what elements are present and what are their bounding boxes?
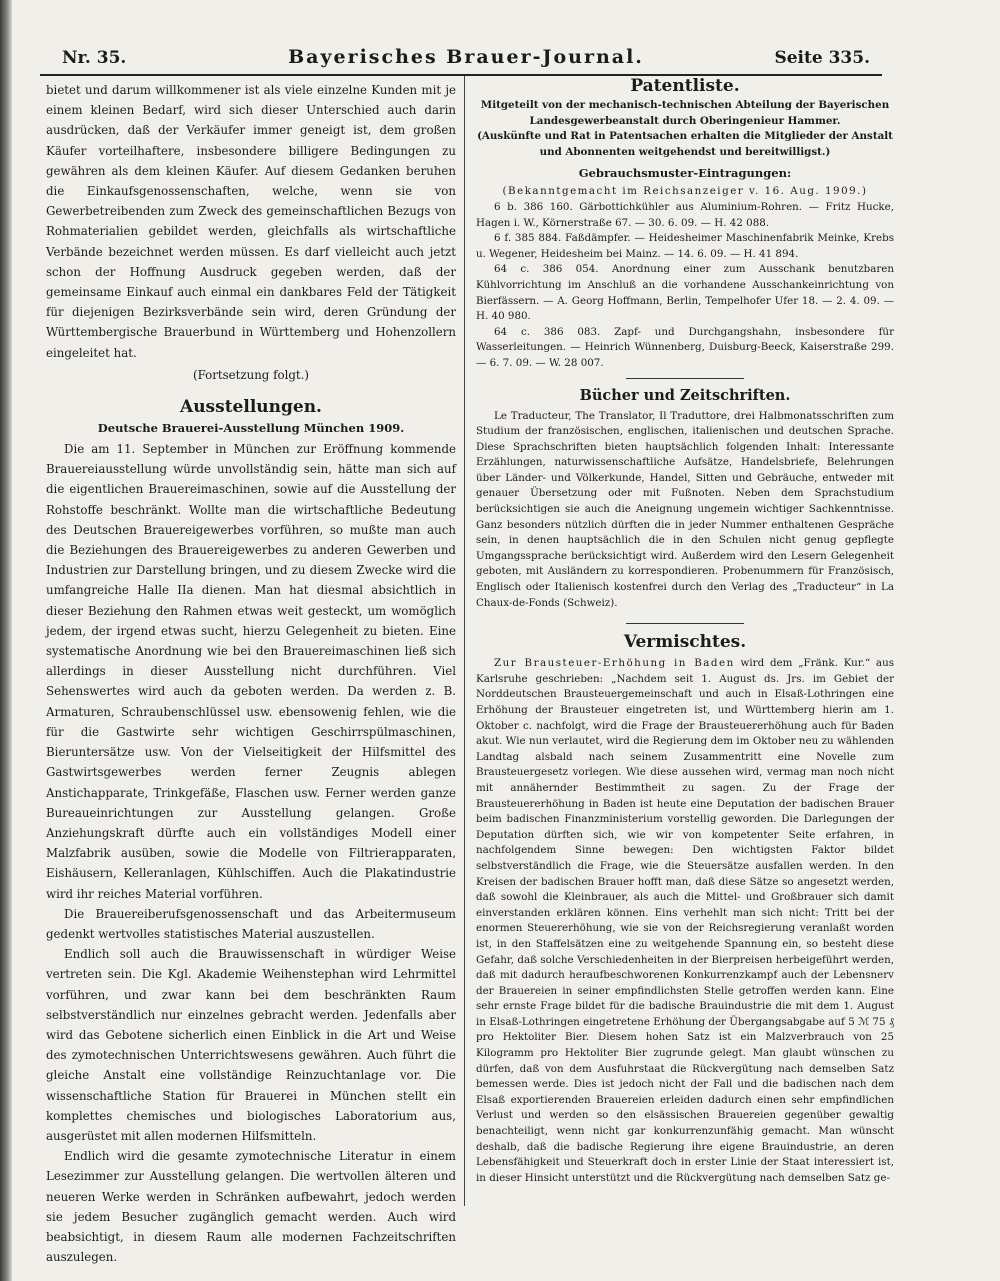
article-paragraph: Endlich wird die gesamte zymotechnische Literatur in einem Lesezimmer zur Ausstellung gelangen. Die wertvollen älteren und neueren Werke werden in Schränken aufbewahrt, jedoch werden sie jedem Besucher zugänglich gemacht werden. Auch wird beabsichtigt, in diesem Raum alle modernen Fachzeitschriften auszulegen. bbox=[46, 1149, 456, 1265]
page-header bbox=[62, 44, 870, 72]
patent-note: (Auskünfte und Rat in Patentsachen erhalten die Mitglieder der Anstalt und Abonnenten weitgehendst und bereitwilligst.) bbox=[477, 130, 893, 158]
section-title-patentliste: Patentliste. bbox=[630, 76, 740, 96]
continuation-note: (Fortsetzung folgt.) bbox=[193, 367, 309, 382]
section-separator bbox=[626, 378, 744, 379]
article-paragraph: Endlich soll auch die Brauwissenschaft in würdiger Weise vertreten sein. Die Kgl. Akademie Weihenstephan wird Lehrmittel vorführen, und zwar kann bei dem beschränkten Raum selbstverständlich nur einzelnes gebracht werden. Jedenfalls aber wird das Gebotene sicherlich einen Einblick in die Art und Weise des zymotechnischen Unterrichtswesens gewähren. Auch führt die gleiche Anstalt eine vollständige Reinzuchtanlage vor. Die wissenschaftliche Station für Brauerei in München stellt ein komplettes chemisches und biologisches Laboratorium aus, ausgerüstet mit allen modernen Hilfsmitteln. bbox=[46, 947, 456, 1143]
journal-title: Bayerisches Brauer-Journal. bbox=[288, 46, 644, 68]
article-paragraph: Die Brauereiberufsgenossenschaft und das Arbeitermuseum gedenkt wertvolles statistisches Material auszustellen. bbox=[46, 906, 456, 941]
right-column bbox=[476, 74, 894, 1186]
patent-intro: Mitgeteilt von der mechanisch-technischen Abteilung der Bayerischen Landesgewerbeanstalt durch Oberingenieur Hammer. bbox=[480, 99, 890, 127]
binding-edge bbox=[0, 0, 12, 1281]
gebrauchsmuster-entry: 64 c. 386 054. Anordnung einer zum Ausschank benutzbaren Kühlvorrichtung im Anschluß an die vorhandene Ausschankeinrichtung von Bierfässern. — A. Georg Hoffmann, Berlin, Tempelhofer Ufer 18. — 2. 4. 09. — H. 40 980. bbox=[476, 263, 894, 323]
gebrauchsmuster-title: Gebrauchsmuster-Eintragungen: bbox=[578, 166, 792, 181]
section-separator bbox=[626, 623, 744, 624]
page-number: Seite 335. bbox=[774, 48, 870, 68]
section-title-buecher: Bücher und Zeitschriften. bbox=[579, 386, 791, 404]
books-paragraph: Le Traducteur, The Translator, Il Traduttore, drei Halbmonatsschriften zum Studium der französischen, englischen, italienischen und deutschen Sprache. Diese Sprachschriften bieten hauptsächlich folgenden Inhalt: Interessante Erzählungen, naturwissenschaftliche Aufsätze, Handelsbriefe, Belehrungen über Länder- und Völkerkunde, Handel, Sitten und Gebräuche, entweder mit genauer Übersetzung oder mit Fußnoten. Neben dem Sprachstudium berücksichtigen sie auch die Aneignung ungemein wichtiger Sachkenntnisse. Ganz besonders nützlich dürften die in jeder Nummer enthaltenen Gespräche sein, in denen hauptsächlich die in den Schulen nicht genug gepflegte Umgangssprache berücksichtigt wird. Außerdem wird den Lesern Gelegenheit geboten, mit Ausländern zu korrespondieren. Probenummern für Französisch, Englisch oder Italienisch kostenfrei durch den Verlag des „Traducteur“ in La Chaux-de-Fonds (Schweiz). bbox=[476, 409, 894, 609]
section-title-vermischtes: Vermischtes. bbox=[623, 632, 747, 653]
misc-paragraph bbox=[476, 656, 894, 1186]
left-column bbox=[46, 80, 456, 1267]
gebrauchsmuster-entry: 64 c. 386 083. Zapf- und Durchgangshahn, insbesondere für Wasserleitungen. — Heinrich Wünnenberg, Duisburg-Beeck, Kaiserstraße 299. — 6. 7. 09. — W. 28 007. bbox=[476, 325, 894, 369]
continuation-paragraph: bietet und darum willkommener ist als viele einzelne Kunden mit je einem kleinen Bedarf, wird sich dieser Unterschied auch darin ausdrücken, daß der Verkäufer immer geneigt ist, dem großen Käufer vorteilhaftere, insbesondere billigere Bedingungen zu gewähren als dem kleinen Käufer. Auf diesem Gedanken beruhen die Einkaufsgenossenschaften, welche, wenn sie von Gewerbetreibenden zum Zweck des gemeinschaftlichen Bezugs von Rohmaterialien gebildet werden, gleichfalls als wirtschaftliche Verbände bezeichnet werden müssen. Es darf vielleicht auch jetzt schon der Hoffnung Ausdruck gegeben werden, daß der gemeinsame Einkauf auch einmal ein dankbares Feld der Tätigkeit für diejenigen Bezirksverbände sein wird, deren Gründung der Württembergische Brauerbund in Württemberg und Hohenzollern eingeleitet hat. bbox=[46, 83, 456, 360]
issue-number: Nr. 35. bbox=[62, 48, 127, 68]
misc-text: wird dem „Fränk. Kur.“ aus Karlsruhe geschrieben: „Nachdem seit 1. August ds. Jrs. im Gebiet der Norddeutschen Brausteuergemeinschaft und auch in Elsaß-Lothringen eine Erhöhung der Brausteuer eingetreten ist, und Württemberg hierin am 1. Oktober c. nachfolgt, wird die Frage der Brausteuererhöhung auch für Baden akut. Wie nun verlautet, wird die Regierung dem im Oktober neu zu wählenden Landtag alsbald nach seinem Zusammentritt eine Novelle zum Brausteuergesetz vorlegen. Wie diese aussehen wird, vermag man noch nicht mit annähernder Bestimmtheit zu sagen. Zu der Frage der Brausteuererhöhung in Baden ist heute eine Deputation der badischen Brauer beim badischen Finanzministerium vorstellig geworden. Die Darlegungen der Deputation dürften sich, wie wir von kompetenter Seite erfahren, in nachfolgendem Sinne bewegen: Den wichtigsten Faktor bildet selbstverständlich die Frage, wie die Steuersätze ausfallen werden. In den Kreisen der badischen Brauer hofft man, daß diese Sätze so angesetzt werden, daß sowohl die Kleinbrauer, als auch die Mittel- und Großbrauer sich damit einverstanden erklären können. Eins verhehlt man sich nicht: Tritt bei der enormen Steuererhöhung, wie sie von der Reichsregierung veranlaßt worden ist, in den Staffelsätzen eine zu weitgehende Spannung ein, so besteht diese Gefahr, daß solche Verschiedenheiten in der Bierpreisen herbeigeführt werden, daß mit dadurch heraufbeschworenen Konkurrenzkampf auch der Lebensnerv der Brauereien in seiner empfindlichsten Stelle getroffen werden kann. Eine sehr ernste Frage bildet für die badische Brauindustrie die mit dem 1. August in Elsaß-Lothringen eingetretene Erhöhung der Übergangsabgabe auf 5 ℳ 75 ₰ pro Hektoliter Bier. Diesem hohen Satz ist ein Malzverbrauch von 25 Kilogramm pro Hektoliter Bier zugrunde gelegt. Man glaubt wünschen zu dürfen, daß von dem Ausfuhrstaat die Rückvergütung nach demselben Satz bemessen werde. Dies ist jedoch nicht der Fall und die badischen nach dem Elsaß exportierenden Brauereien erleiden dadurch einen sehr empfindlichen Verlust und werden so den elsässischen Brauereien gegenüber gewaltig benachteiligt, wenn nicht gar konkurrenzunfähig gemacht. Man wünscht deshalb, daß die badische Regierung ihre eigene Brauindustrie, an deren Lebensfähigkeit und Steuerkraft doch in erster Linie der Staat interessiert ist, in dieser Hinsicht unterstützt und die Rückvergütung nach demselben Satz ge- bbox=[476, 657, 894, 1184]
misc-lead: Zur Brausteuer-Erhöhung in Baden bbox=[494, 657, 735, 670]
article-title: Deutsche Brauerei-Ausstellung München 1909. bbox=[97, 421, 405, 436]
article-paragraph: Die am 11. September in München zur Eröffnung kommende Brauereiausstellung würde unvollständig sein, hätte man sich auf die eigentlichen Brauereimaschinen, sowie auf die Ausstellung der Rohstoffe beschränkt. Wollte man die wirtschaftliche Bedeutung des Deutschen Brauereigewerbes vorführen, so mußte man auch die Beziehungen des Brauereigewerbes zu anderen Gewerben und Industrien zur Darstellung bringen, und zu diesem Zwecke wird die umfangreiche Halle IIa dienen. Man hat diesmal absichtlich in dieser Beziehung den Rahmen etwas weit gesteckt, um womöglich jedem, der irgend etwas sucht, hierzu Gelegenheit zu bieten. Eine systematische Anordnung wie bei den Brauereimaschinen ließ sich allerdings in dieser Ausstellung nicht durchführen. Viel Sehenswertes wird auch da geboten werden. Da werden z. B. Armaturen, Schraubenschlüssel usw. ebensowenig fehlen, wie die für die Gastwirte sehr wichtigen Geschirrspülmaschinen, Bieruntersätze usw. Von der Vielseitigkeit der Hilfsmittel des Gastwirtsgewerbes werden ferner Zeugnis ablegen Anstichapparate, Trinkgefäße, Flaschen usw. Ferner werden ganze Bureaueinrichtungen zur Ausstellung gelangen. Große Anziehungskraft dürfte auch ein vollständiges Modell einer Malzfabrik ausüben, sowie die Modelle von Filtrierapparaten, Eishäusern, Kelleranlagen, Kühlschiffen. Auch die Plakatindustrie wird ihr reiches Material vorführen. bbox=[46, 442, 456, 901]
gebrauchsmuster-entry: 6 f. 385 884. Faßdämpfer. — Heidesheimer Maschinenfabrik Meinke, Krebs u. Wegener, Heidesheim bei Mainz. — 14. 6. 09. — H. 41 894. bbox=[476, 232, 894, 260]
section-title-ausstellungen: Ausstellungen. bbox=[180, 397, 322, 418]
gebrauchsmuster-announcement: (Bekanntgemacht im Reichsanzeiger v. 16. Aug. 1909.) bbox=[502, 185, 868, 198]
gebrauchsmuster-entry: 6 b. 386 160. Gärbottichkühler aus Aluminium-Rohren. — Fritz Hucke, Hagen i. W., Körnerstraße 67. — 30. 6. 09. — H. 42 088. bbox=[476, 200, 894, 229]
column-divider bbox=[464, 76, 465, 1206]
